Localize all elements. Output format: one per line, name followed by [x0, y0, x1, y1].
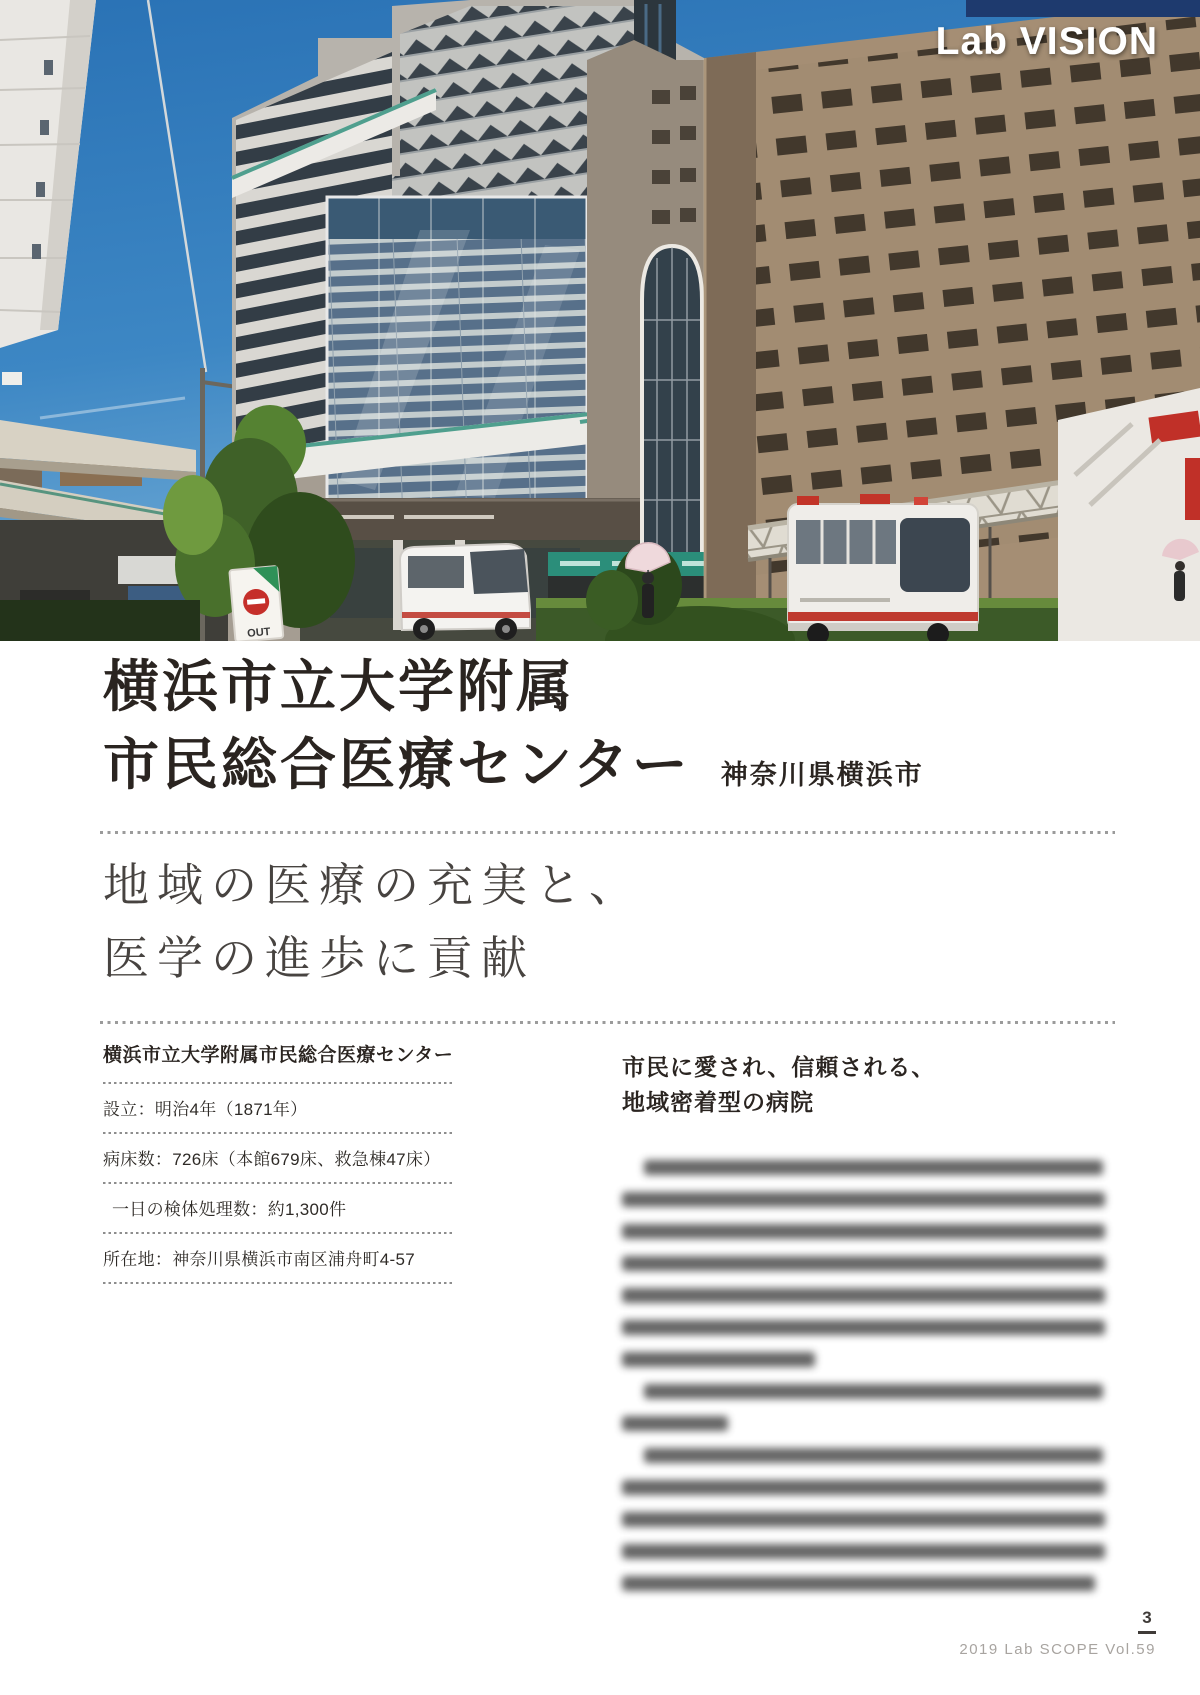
- article-title: [103, 648, 924, 814]
- title-line-2-text: 市民総合医療センター: [103, 733, 691, 796]
- out-sign-label: OUT: [246, 625, 271, 640]
- blurred-text-line: [644, 1448, 1103, 1463]
- blurred-text-line: [622, 1416, 728, 1431]
- title-line-2: [103, 726, 924, 814]
- out-sign: [229, 566, 283, 641]
- article-heading: [622, 1050, 1105, 1120]
- truck-right: [1058, 388, 1200, 641]
- article-body: [622, 1050, 1105, 1608]
- title-line-1: 横浜市立大学附属: [103, 655, 575, 718]
- facility-row-founded: 設立：明治4年（1871年）: [103, 1100, 308, 1119]
- blurred-text-line: [622, 1544, 1105, 1559]
- blurred-text-line: [622, 1224, 1105, 1239]
- dotted-divider-top: [100, 831, 1115, 834]
- dotted-separator: [103, 1282, 455, 1284]
- article-subtitle: [103, 849, 643, 995]
- facility-name: 横浜市立大学附属市民総合医療センター: [103, 1045, 454, 1066]
- blurred-text-line: [622, 1352, 815, 1367]
- blurred-text-line: [622, 1480, 1105, 1495]
- blurred-text-line: [622, 1192, 1105, 1207]
- blurred-paragraphs: [622, 1160, 1105, 1591]
- subtitle-line-2: 医学の進歩に貢献: [103, 932, 535, 984]
- facility-row-samples: 一日の検体処理数：約1,300件: [112, 1200, 347, 1219]
- article-heading-line-1: 市民に愛され、信頼される、: [622, 1054, 936, 1080]
- page-number: 3: [1138, 1608, 1156, 1634]
- title-location: 神奈川県横浜市: [720, 760, 924, 790]
- hospital-photo: [0, 0, 1200, 641]
- blurred-text-line: [622, 1256, 1105, 1271]
- dotted-divider-mid: [100, 1021, 1115, 1024]
- blurred-text-line: [644, 1160, 1103, 1175]
- blurred-text-line: [622, 1576, 1095, 1591]
- hospital-photo-illustration: [0, 0, 1200, 641]
- magazine-badge: Lab VISION: [935, 20, 1158, 63]
- facility-row-beds: 病床数：726床（本館679床、救急棟47床）: [103, 1150, 441, 1169]
- article-heading-line-2: 地域密着型の病院: [622, 1089, 814, 1115]
- blurred-text-line: [622, 1288, 1105, 1303]
- shuttle-bus: [788, 494, 978, 641]
- blurred-text-line: [622, 1320, 1105, 1335]
- subtitle-line-1: 地域の医療の充実と、: [103, 859, 643, 911]
- facility-info-panel: [103, 1040, 455, 1284]
- facility-row-address: 所在地：神奈川県横浜市南区浦舟町4-57: [103, 1250, 416, 1269]
- blurred-text-line: [622, 1512, 1105, 1527]
- badge-bar: [966, 0, 1200, 17]
- white-van: [400, 544, 530, 640]
- footer-issue: 2019 Lab SCOPE Vol.59: [959, 1641, 1156, 1658]
- blurred-text-line: [644, 1384, 1103, 1399]
